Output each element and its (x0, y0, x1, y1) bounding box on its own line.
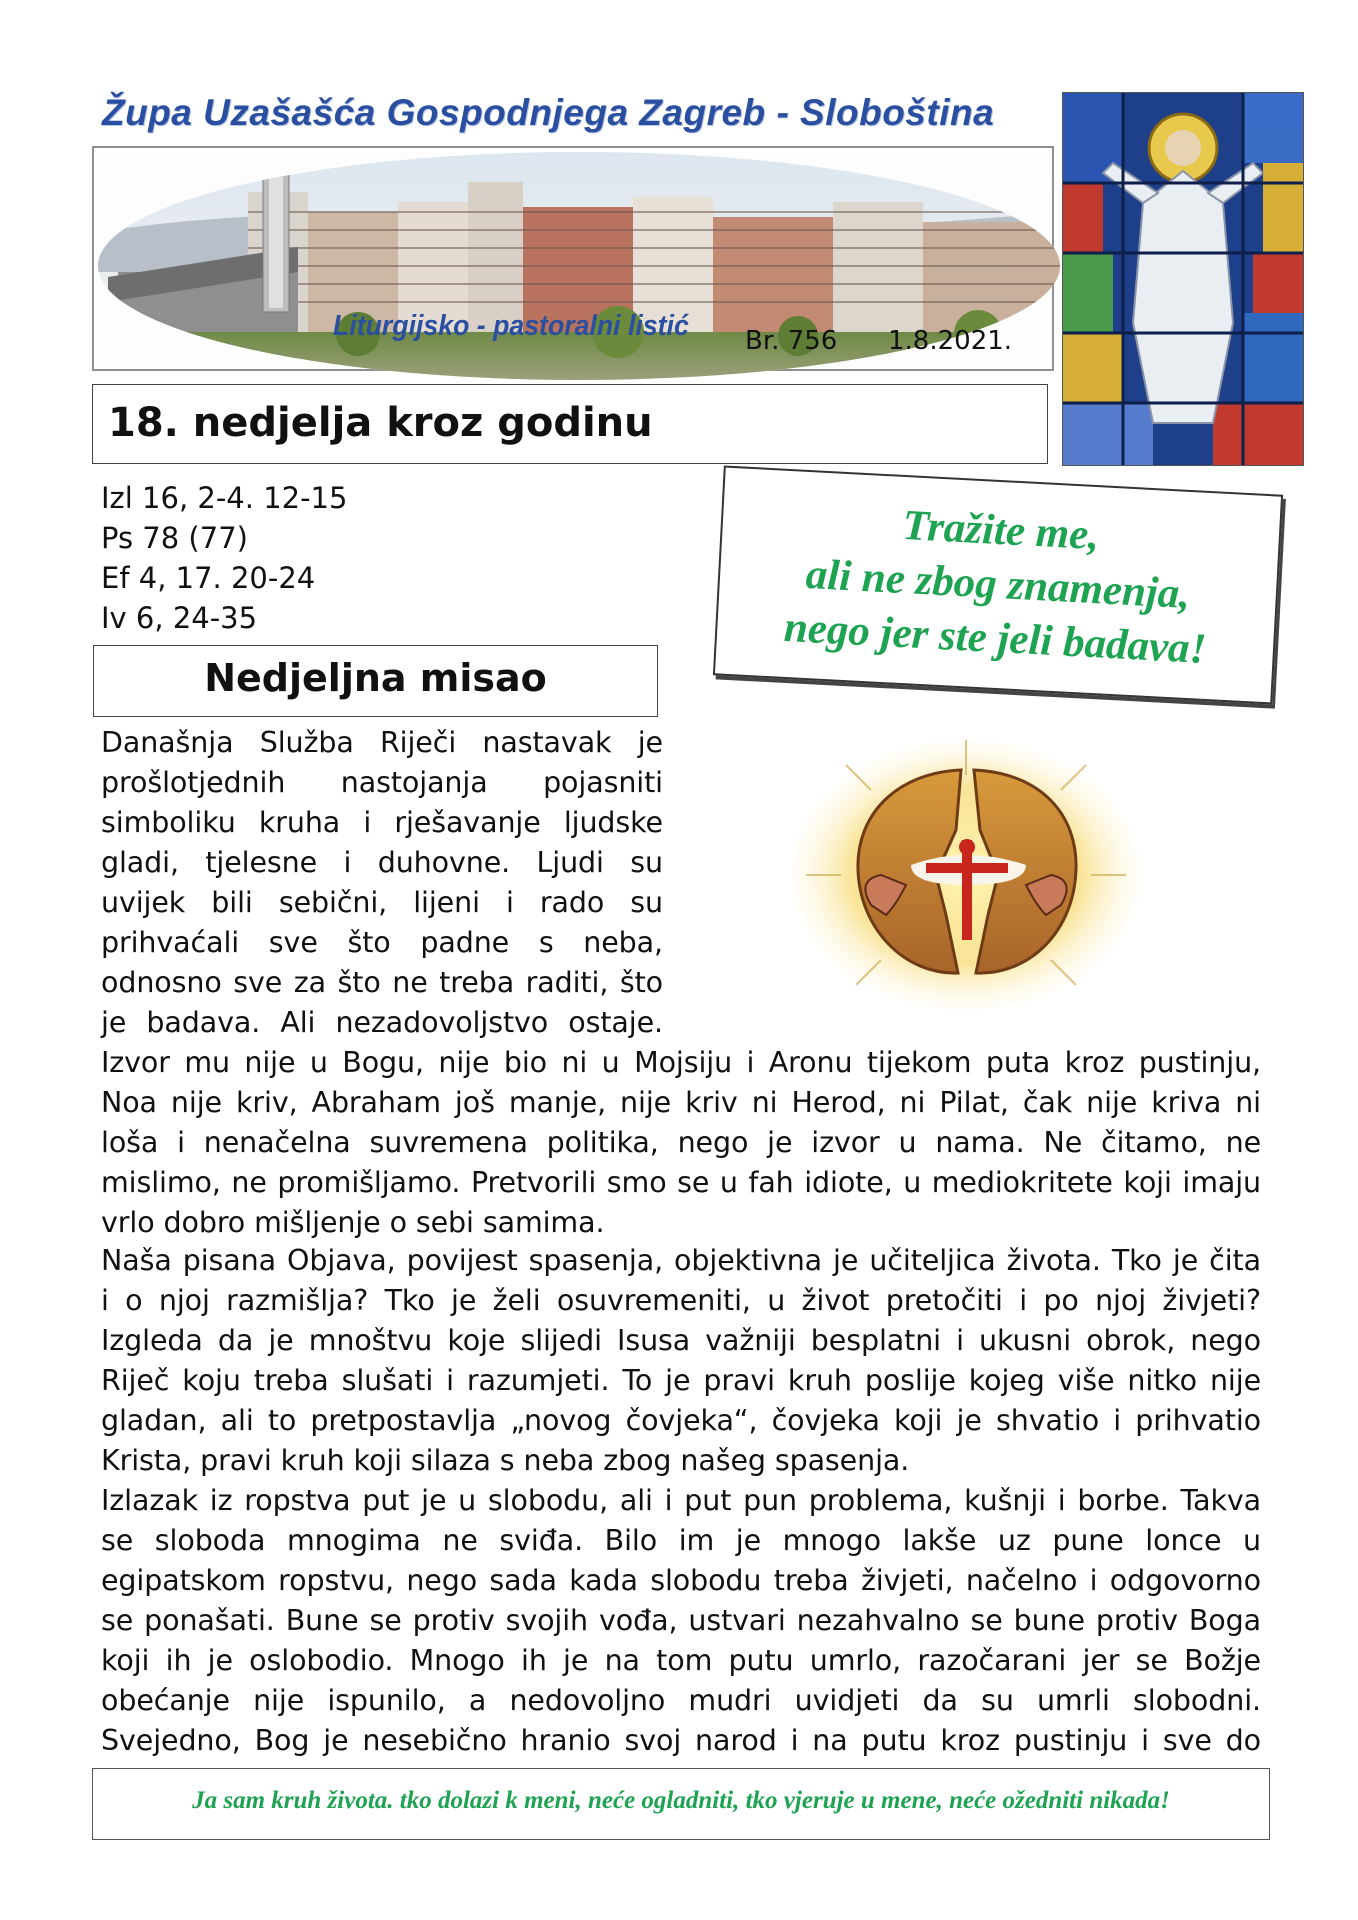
text-line: prošlotjednih nastojanja pojasniti (101, 766, 663, 799)
text-line: egipatskom ropstvu, nego sada kada slobodu treba živjeti, načelno i odgovorno (101, 1564, 1261, 1597)
text-line: Krista, pravi kruh koji silaza s neba zbog našeg spasenja. (101, 1444, 910, 1477)
text-line: mislimo, ne promišljamo. Pretvorili smo se u fah idiote, u mediokritete koji imaju (101, 1166, 1261, 1199)
issue-number: Br. 756 (745, 326, 838, 356)
quote-line: ali ne zbog znamenja, (804, 550, 1192, 619)
quote-line: nego jer ste jeli badava! (782, 603, 1208, 673)
text-line: obećanje nije ispunilo, a nedovoljno mudri uvidjeti da su umrli slobodni. (101, 1684, 1261, 1717)
text-line: vrlo dobro mišljenje o sebi samima. (101, 1206, 605, 1239)
text-line: loša i nenačelna suvremena politika, nego je izvor u nama. Ne čitamo, ne (101, 1126, 1261, 1159)
text-line: prihvaćali sve što padne s neba, (101, 926, 663, 959)
bulletin-subtitle: Liturgijsko - pastoralni listić (333, 310, 689, 342)
sunday-thought-heading: Nedjeljna misao (204, 656, 547, 700)
footer-quote: Ja sam kruh života. tko dolazi k meni, neće ogladniti, tko vjeruje u mene, neće ožedniti nikada! (192, 1787, 1170, 1814)
text-line: Naša pisana Objava, povijest spasenja, objektivna je učiteljica života. Tko je čita (101, 1244, 1261, 1277)
text-line: se ponašati. Bune se protiv svojih vođa, ustvari nezahvalno se bune protiv Boga (101, 1604, 1261, 1637)
sunday-title: 18. nedjelja kroz godinu (108, 400, 653, 446)
gospel-quote-box (713, 465, 1283, 704)
broken-bread-cross-image (786, 735, 1146, 1015)
parish-title: Župa Uzašašća Gospodnjega Zagreb - Sloboština (102, 92, 995, 133)
readings-list (101, 478, 347, 638)
text-line: se sloboda mnogima ne sviđa. Bilo im je mnogo lakše uz pune lonce u (101, 1524, 1261, 1557)
text-line: Današnja Služba Riječi nastavak je (101, 726, 663, 759)
text-line: uvijek bili sebični, lijeni i rado su (101, 886, 663, 919)
reading-item: Izl 16, 2-4. 12-15 (101, 481, 348, 515)
text-line: je badava. Ali nezadovoljstvo ostaje. (101, 1006, 663, 1039)
text-line: Noa nije kriv, Abraham još manje, nije kriv ni Herod, ni Pilat, čak nije kriva ni (101, 1086, 1261, 1119)
text-line: gladi, tjelesne i duhovne. Ljudi su (101, 846, 663, 879)
text-line: Riječ koju treba slušati i razumjeti. To je pravi kruh poslije kojeg više nitko nije (101, 1364, 1261, 1397)
reading-item: Ef 4, 17. 20-24 (101, 561, 316, 595)
text-line: Izlazak iz ropstva put je u slobodu, ali i put pun problema, kušnji i borbe. Takva (101, 1484, 1261, 1517)
text-line: gladan, ali to pretpostavlja „novog čovjeka“, čovjeka koji je shvatio i prihvatio (101, 1404, 1261, 1437)
issue-date: 1.8.2021. (888, 326, 1013, 356)
reading-item: Iv 6, 24-35 (101, 601, 258, 635)
text-line: Izgleda da je mnoštvu koje slijedi Isusa važniji besplatni i ukusni obrok, nego (101, 1324, 1261, 1357)
text-line: Svejedno, Bog je nesebično hranio svoj narod i na putu kroz pustinju i sve do (101, 1724, 1261, 1757)
text-line: odnosno sve za što ne treba raditi, što (101, 966, 663, 999)
text-line: simboliku kruha i rješavanje ljudske (101, 806, 663, 839)
stained-glass-image (1062, 92, 1304, 466)
text-line: i o njoj razmišlja? Tko je želi osuvremeniti, u život pretočiti i po njoj živjeti? (101, 1284, 1261, 1317)
quote-line: Tražite me, (901, 501, 1101, 560)
reading-item: Ps 78 (77) (101, 521, 248, 555)
text-line: Izvor mu nije u Bogu, nije bio ni u Mojsiju i Aronu tijekom puta kroz pustinju, (101, 1046, 1261, 1079)
text-line: koji ih je oslobodio. Mnogo ih je na tom putu umrlo, razočarani jer se Božje (101, 1644, 1261, 1677)
